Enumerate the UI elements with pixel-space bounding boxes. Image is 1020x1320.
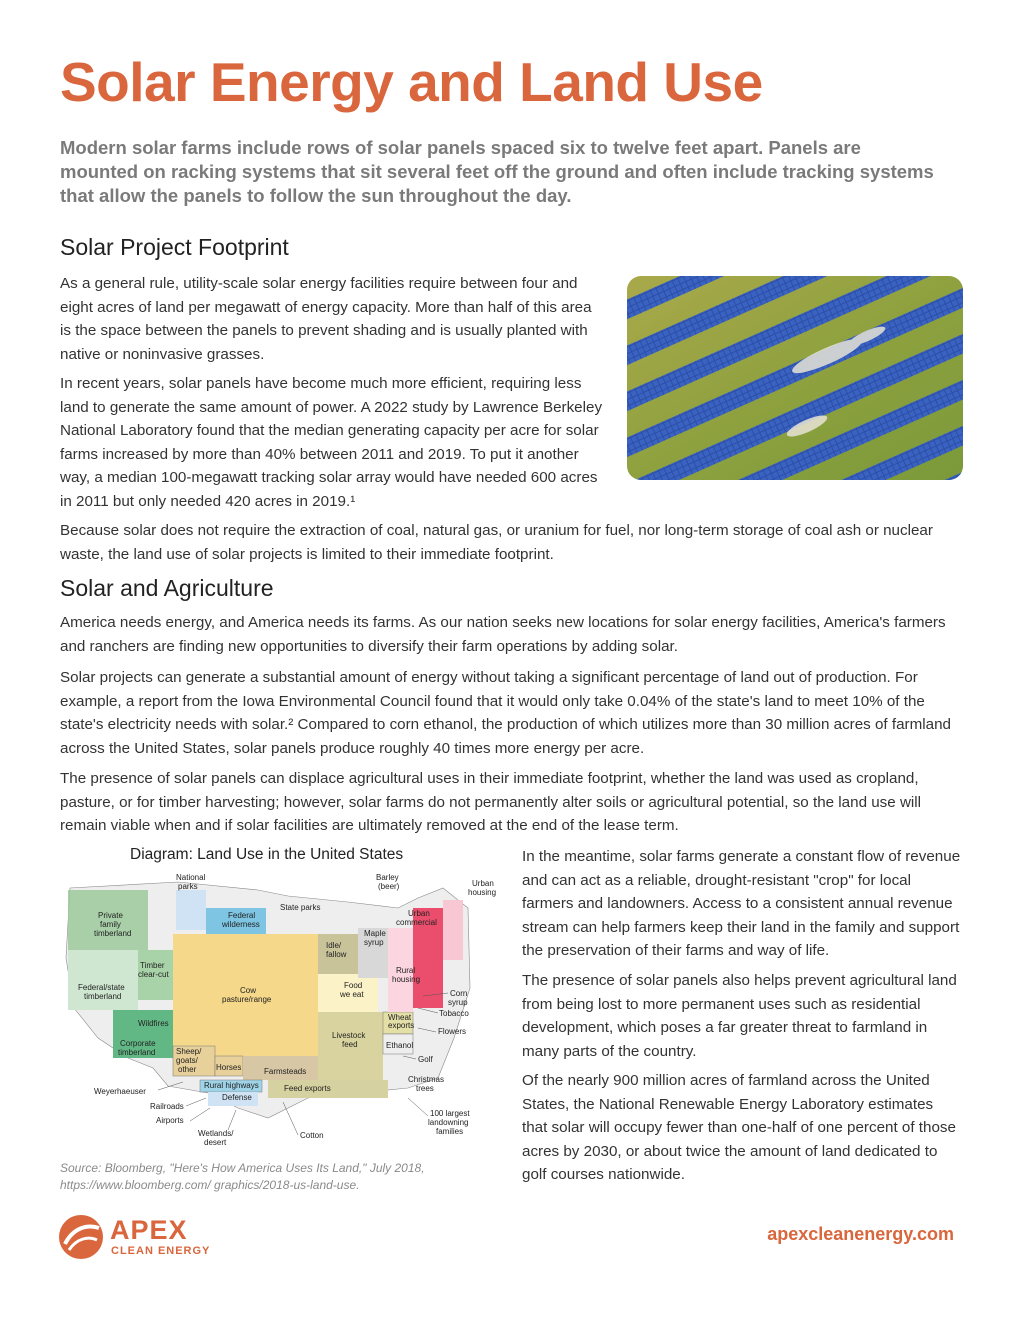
svg-text:other: other [178,1065,197,1074]
svg-text:exports: exports [388,1021,415,1030]
svg-text:wilderness: wilderness [222,920,260,929]
svg-text:fallow: fallow [326,950,347,959]
label-christmas-trees: Christmas [408,1075,445,1084]
label-urban-housing: Urban [472,879,494,888]
svg-text:syrup: syrup [448,998,468,1007]
svg-text:clear-cut: clear-cut [138,970,169,979]
svg-text:feed: feed [342,1040,358,1049]
svg-text:landowning: landowning [428,1118,469,1127]
agriculture-paragraph-1: America needs energy, and America needs its farms. As our nation seeks new locations for solar energy facilities, America's farmers and ranchers are finding new opportunities to diversify their farm operations by adding solar. [60,614,946,655]
label-tobacco: Tobacco [439,1009,469,1018]
page-title: Solar Energy and Land Use [60,51,763,113]
region-national-parks [176,890,206,930]
label-golf: Golf [418,1055,433,1064]
label-barley: Barley [376,873,399,882]
svg-text:syrup: syrup [364,938,384,947]
svg-text:timberland: timberland [94,929,132,938]
label-sheep-goats: Sheep/ [176,1047,202,1056]
footprint-paragraph-3: Because solar does not require the extraction of coal, natural gas, or uranium for fuel, nor long-term storage of coal ash or nuclear waste, the land use of solar projects is limited to their immediate footprint. [60,522,933,563]
solar-farm-aerial-image [627,276,963,480]
label-defense: Defense [222,1093,252,1102]
svg-text:(beer): (beer) [378,882,400,891]
svg-text:goats/: goats/ [176,1056,198,1065]
footprint-paragraph-2: In recent years, solar panels have become much more efficient, requiring less land to generate the same amount of power. A 2022 study by Lawrence Berkeley National Laboratory found that the median generating capacity per acre for solar farms increased by more than 40% between 2011 and 2019. To put it another way, a median 100-megawatt tracking solar array would have needed 600 acres in 2011 but only needed 420 acres in 2019.¹ [60,375,603,510]
logo-wordmark: APEX [110,1215,188,1245]
section-heading-agriculture: Solar and Agriculture [60,575,274,601]
svg-text:timberland: timberland [84,992,122,1001]
label-livestock-feed: Livestock [332,1031,366,1040]
label-corporate-timberland: Corporate [120,1039,156,1048]
label-idle-fallow: Idle/ [326,941,342,950]
website-link[interactable]: apexcleanenergy.com [767,1224,954,1244]
svg-text:trees: trees [416,1084,434,1093]
label-maple-syrup: Maple [364,929,386,938]
label-feed-exports: Feed exports [284,1084,331,1093]
label-state-parks: State parks [280,903,321,912]
label-wetlands: Wetlands/ [198,1129,234,1138]
label-federal-state-timberland: Federal/state [78,983,125,992]
svg-text:parks: parks [178,882,198,891]
label-farmsteads: Farmsteads [264,1067,307,1076]
diagram-source-citation: Source: Bloomberg, "Here's How America Uses Its Land," July 2018, https://www.bloomberg.com/ graphics/2018-us-land-use. [60,1161,425,1192]
solar-farm-photo [627,276,963,480]
right-paragraph-1: In the meantime, solar farms generate a constant flow of revenue and can act as a reliable, drought-resistant "crop" for local farmers and landowners. Access to a consistent annual revenue stream can help farmers keep their land in the family and support the preservation of their farms and way of life. [522,848,961,959]
right-paragraph-3: Of the nearly 900 million acres of farmland across the United States, the National Renewable Energy Laboratory estimates that solar will occupy fewer than one-half of one percent of those acres by 2030, or about twice the amount of land dedicated to golf courses nationwide. [522,1072,956,1183]
label-wildfires: Wildfires [138,1019,169,1028]
label-cow-pasture: Cow [240,986,257,995]
label-timber-clearcut: Timber [140,961,165,970]
label-private-timberland: Private [98,911,123,920]
footprint-paragraph-1: As a general rule, utility-scale solar energy facilities require between four and eight acres of land per megawatt of energy capacity. More than half of this area is the space between the panels to prevent shading and is usually planted with native or noninvasive grasses. [60,275,592,363]
label-weyerhaeuser: Weyerhaeuser [94,1087,146,1096]
svg-text:housing: housing [392,975,421,984]
label-urban-commercial: Urban [408,909,430,918]
svg-text:housing: housing [468,888,497,897]
section-heading-footprint: Solar Project Footprint [60,234,289,260]
label-flowers: Flowers [438,1027,467,1036]
intro-paragraph: Modern solar farms include rows of solar panels spaced six to twelve feet apart. Panels are mounted on racking systems that sit several feet off the ground and often include tracking systems that allow the panels to follow the sun throughout the day. [60,137,934,206]
region-urban-commercial [443,900,463,960]
label-rural-housing: Rural [396,966,416,975]
label-railroads: Railroads [150,1102,184,1111]
svg-text:we eat: we eat [340,990,364,999]
label-national-parks: National [176,873,206,882]
svg-text:commercial: commercial [396,918,437,927]
label-ethanol: Ethanol [386,1041,414,1050]
label-landowning: 100 largest [430,1109,470,1118]
diagram-title: Diagram: Land Use in the United States [130,846,404,863]
svg-text:timberland: timberland [118,1048,156,1057]
agriculture-paragraph-2: Solar projects can generate a substantial amount of energy without taking a significant percentage of land out of production. For example, a report from the Iowa Environmental Council found that it would only take 0.04% of the state's land to meet 10% of the state's electricity needs with solar.² Compared to corn ethanol, the production of which utilizes more than 30 million acres of farmland across the United States, solar panels produce roughly 40 times more energy per acre. [60,669,951,757]
label-airports: Airports [156,1116,184,1125]
label-corn-syrup: Corn [450,989,468,998]
svg-text:family: family [100,920,121,929]
label-wheat-exports: Wheat [388,1013,412,1022]
agriculture-paragraph-3: The presence of solar panels can displace agricultural uses in their immediate footprint, whether the land was used as cropland, pasture, or for timber harvesting; however, solar farms do not permanently alter soils or agricultural potential, so the land use will remain viable when and if solar facilities are ultimately removed at the end of the lease term. [60,770,922,834]
label-food-we-eat: Food [344,981,363,990]
us-land-use-map [58,868,508,1160]
logo-subtitle: CLEAN ENERGY [111,1245,211,1257]
right-paragraph-2: The presence of solar panels also helps prevent agricultural land from being lost to more permanent uses such as residential development, which poses a far greater threat to farmland in many parts of the country. [522,972,957,1060]
label-rural-highways: Rural highways [204,1081,259,1090]
svg-text:families: families [436,1127,464,1136]
label-horses: Horses [216,1063,242,1072]
label-federal-wilderness: Federal [228,911,256,920]
region-federal-state-timberland [68,950,138,1010]
label-cotton: Cotton [300,1131,324,1140]
svg-text:pasture/range: pasture/range [222,995,272,1004]
svg-text:desert: desert [204,1138,227,1147]
